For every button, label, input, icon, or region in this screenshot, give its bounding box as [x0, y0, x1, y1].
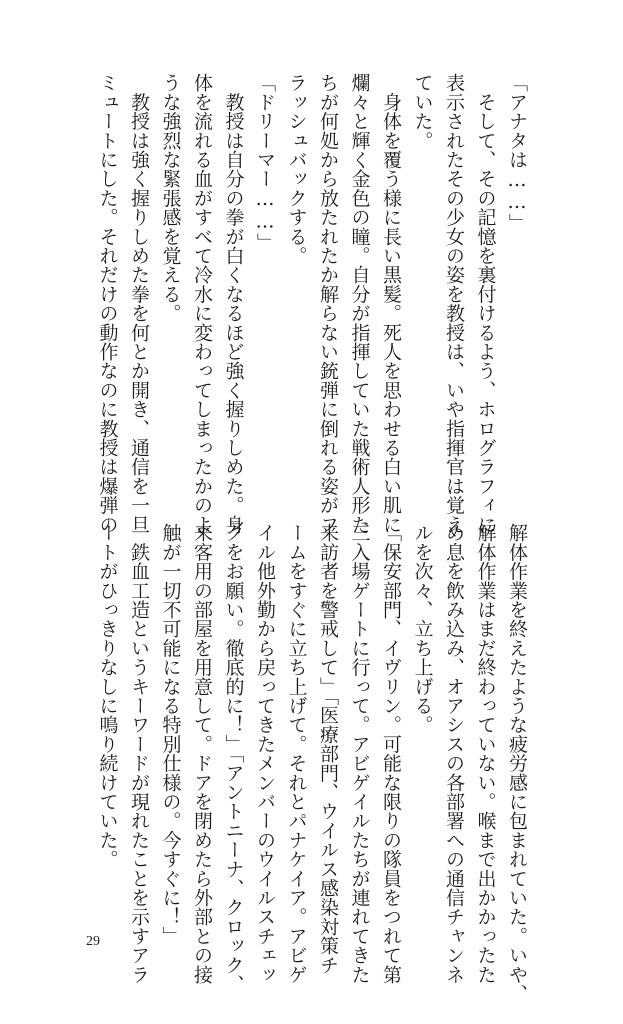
text-line: 鉄血工造というキーワードが現れたことを示すアラ [128, 523, 150, 984]
text-line: 来客用の部屋を用意して。ドアを閉めたら外部との接 [191, 523, 213, 984]
text-line: 三入場ゲートに行って。アビゲイルたちが連れてきた [348, 523, 371, 984]
text-line: 教授は強く握りしめた拳を何とか開き、通信を一旦 [128, 73, 150, 534]
text-line: ちが何処から放たれたか解らない銃弾に倒れる姿がフ [317, 73, 339, 534]
text-line: 「ドリーマー……」 [254, 73, 276, 252]
text-line: 来訪者を警戒して」「医療部門、ウイルス感染対策チ [317, 523, 339, 975]
text-line: 「保安部門、イヴリン。可能な限りの隊員をつれて第 [380, 523, 402, 984]
text-line: ートがひっきりなしに鳴り続けていた。 [96, 523, 119, 869]
text-line: ラッシュバックする。 [285, 73, 308, 265]
text-line: 表示されたその少女の姿を教授は、いや指揮官は覚え [443, 73, 465, 534]
text-line: 解体作業はまだ終わっていない。喉まで出かかったた [474, 523, 497, 984]
text-line: イル他外勤から戻ってきたメンバーのウイルスチェッ [254, 523, 276, 984]
text-line: め息を飲み込み、オアシスの各部署への通信チャンネ [443, 523, 465, 984]
text-line: 体を流れる血がすべて冷水に変わってしまったかのよ [191, 73, 213, 534]
upper-text-block [91, 73, 532, 534]
text-line: ミュートにした。それだけの動作なのに教授は爆弾の [96, 73, 119, 534]
text-line: 身体を覆う様に長い黒髪。死人を思わせる白い肌に [380, 73, 402, 534]
text-line: クをお願い。徹底的に！」「アントニーナ、クロック、 [222, 523, 245, 994]
text-line: ていた。 [411, 73, 434, 150]
page-number: 29 [86, 934, 100, 949]
text-line: そして、その記憶を裏付けるよう、ホログラフィに [474, 73, 497, 534]
text-line: ームをすぐに立ち上げて。それとパナケイア。アビゲ [285, 523, 308, 984]
text-line: 教授は自分の拳が白くなるほど強く握りしめた。身 [222, 73, 245, 534]
text-line: 触が一切不可能になる特別仕様の。今すぐに！」 [159, 523, 182, 946]
text-line: 解体作業を終えたような疲労感に包まれていた。いや、 [506, 523, 528, 1003]
text-line: 「アナタは……」 [506, 73, 528, 233]
text-line: 爛々と輝く金色の瞳。自分が指揮していた戦術人形た [348, 73, 371, 534]
text-line: ルを次々、立ち上げる。 [411, 523, 434, 735]
text-line: うな強烈な緊張感を覚える。 [159, 73, 182, 323]
